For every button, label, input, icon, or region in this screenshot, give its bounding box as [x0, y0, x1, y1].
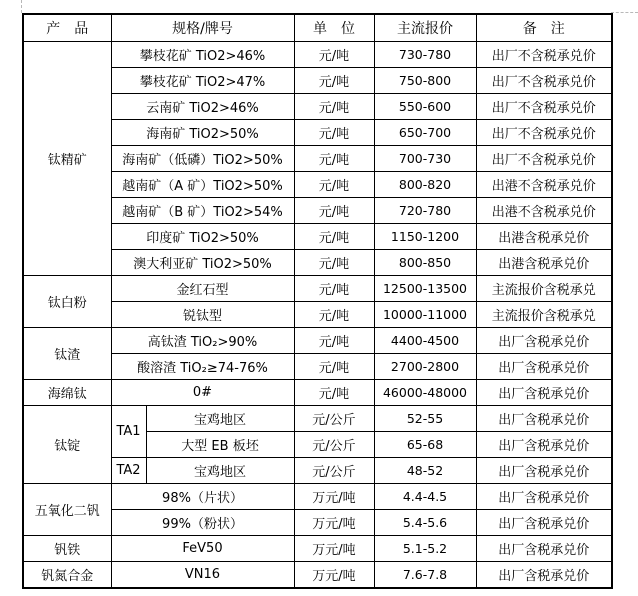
unit-cell: 元/吨 — [294, 354, 374, 380]
remark-cell: 出厂不含税承兑价 — [476, 94, 612, 120]
remark-cell: 出厂含税承兑价 — [476, 380, 612, 406]
spec-cell: FeV50 — [111, 536, 294, 562]
price-cell: 5.1-5.2 — [374, 536, 476, 562]
remark-cell: 出厂含税承兑价 — [476, 432, 612, 458]
spec-cell: 海南矿 TiO2>50% — [111, 120, 294, 146]
table-row — [23, 68, 612, 94]
spec-cell: 越南矿（B 矿）TiO2>54% — [111, 198, 294, 224]
remark-cell: 出港不含税承兑价 — [476, 172, 612, 198]
spec-cell: 金红石型 — [111, 276, 294, 302]
spec-cell: 锐钛型 — [111, 302, 294, 328]
spec-cell: VN16 — [111, 562, 294, 589]
unit-cell: 元/吨 — [294, 198, 374, 224]
remark-cell: 出港不含税承兑价 — [476, 198, 612, 224]
spec-cell: 大型 EB 板坯 — [146, 432, 294, 458]
remark-cell: 出厂不含税承兑价 — [476, 146, 612, 172]
price-cell: 2700-2800 — [374, 354, 476, 380]
product-cell: 钛精矿 — [23, 42, 111, 276]
unit-cell: 元/吨 — [294, 42, 374, 68]
remark-cell: 出厂含税承兑价 — [476, 484, 612, 510]
unit-cell: 元/公斤 — [294, 406, 374, 432]
table-row — [23, 328, 612, 354]
table-row — [23, 562, 612, 589]
table-row — [23, 302, 612, 328]
price-cell: 65-68 — [374, 432, 476, 458]
price-cell: 1150-1200 — [374, 224, 476, 250]
col-header-unit: 单 位 — [294, 14, 374, 42]
table-row — [23, 172, 612, 198]
price-cell: 800-850 — [374, 250, 476, 276]
remark-cell: 出厂不含税承兑价 — [476, 42, 612, 68]
remark-cell: 出厂含税承兑价 — [476, 562, 612, 589]
table-header-row — [23, 14, 612, 42]
price-cell: 700-730 — [374, 146, 476, 172]
col-header-remark: 备 注 — [476, 14, 612, 42]
grade-cell: TA2 — [111, 458, 146, 484]
unit-cell: 万元/吨 — [294, 484, 374, 510]
unit-cell: 万元/吨 — [294, 536, 374, 562]
page-break-mark-vertical — [21, 0, 22, 13]
price-cell: 4400-4500 — [374, 328, 476, 354]
remark-cell: 出厂含税承兑价 — [476, 536, 612, 562]
table-row — [23, 198, 612, 224]
col-header-price: 主流报价 — [374, 14, 476, 42]
col-header-spec: 规格/牌号 — [111, 14, 294, 42]
table-row — [23, 354, 612, 380]
table-row — [23, 380, 612, 406]
spec-cell: 酸溶渣 TiO₂≥74-76% — [111, 354, 294, 380]
remark-cell: 出厂含税承兑价 — [476, 406, 612, 432]
spec-cell: 宝鸡地区 — [146, 406, 294, 432]
spec-cell: 海南矿（低磷）TiO2>50% — [111, 146, 294, 172]
unit-cell: 万元/吨 — [294, 562, 374, 589]
remark-cell: 出厂不含税承兑价 — [476, 120, 612, 146]
spec-cell: 云南矿 TiO2>46% — [111, 94, 294, 120]
product-cell: 钒氮合金 — [23, 562, 111, 589]
table-row — [23, 458, 612, 484]
product-cell: 海绵钛 — [23, 380, 111, 406]
product-cell: 钒铁 — [23, 536, 111, 562]
table-row — [23, 250, 612, 276]
spec-cell: 印度矿 TiO2>50% — [111, 224, 294, 250]
price-cell: 12500-13500 — [374, 276, 476, 302]
price-cell: 730-780 — [374, 42, 476, 68]
table-row — [23, 484, 612, 510]
unit-cell: 元/吨 — [294, 146, 374, 172]
page-break-mark-horizontal — [611, 12, 638, 13]
spec-cell: 99%（粉状） — [111, 510, 294, 536]
unit-cell: 元/吨 — [294, 250, 374, 276]
product-cell: 五氧化二钒 — [23, 484, 111, 536]
unit-cell: 元/吨 — [294, 172, 374, 198]
table-row — [23, 94, 612, 120]
remark-cell: 出厂含税承兑价 — [476, 354, 612, 380]
unit-cell: 元/吨 — [294, 94, 374, 120]
price-cell: 4.4-4.5 — [374, 484, 476, 510]
product-cell: 钛锭 — [23, 406, 111, 484]
table-row — [23, 276, 612, 302]
price-cell: 720-780 — [374, 198, 476, 224]
product-cell: 钛白粉 — [23, 276, 111, 328]
table-row — [23, 406, 612, 432]
remark-cell: 主流报价含税承兑 — [476, 276, 612, 302]
price-cell: 52-55 — [374, 406, 476, 432]
spec-cell: 高钛渣 TiO₂>90% — [111, 328, 294, 354]
remark-cell: 出厂含税承兑价 — [476, 328, 612, 354]
remark-cell: 出厂含税承兑价 — [476, 510, 612, 536]
price-cell: 48-52 — [374, 458, 476, 484]
unit-cell: 元/吨 — [294, 68, 374, 94]
spec-cell: 0# — [111, 380, 294, 406]
price-cell: 10000-11000 — [374, 302, 476, 328]
col-header-product: 产 品 — [23, 14, 111, 42]
price-table — [22, 13, 613, 589]
price-cell: 650-700 — [374, 120, 476, 146]
spec-cell: 越南矿（A 矿）TiO2>50% — [111, 172, 294, 198]
remark-cell: 出港含税承兑价 — [476, 224, 612, 250]
spec-cell: 攀枝花矿 TiO2>47% — [111, 68, 294, 94]
unit-cell: 元/吨 — [294, 302, 374, 328]
price-cell: 7.6-7.8 — [374, 562, 476, 589]
unit-cell: 元/吨 — [294, 120, 374, 146]
unit-cell: 元/公斤 — [294, 458, 374, 484]
grade-cell: TA1 — [111, 406, 146, 458]
price-cell: 5.4-5.6 — [374, 510, 476, 536]
table-row — [23, 146, 612, 172]
unit-cell: 元/吨 — [294, 328, 374, 354]
table-row — [23, 42, 612, 68]
unit-cell: 元/吨 — [294, 224, 374, 250]
price-cell: 46000-48000 — [374, 380, 476, 406]
spec-cell: 澳大利亚矿 TiO2>50% — [111, 250, 294, 276]
price-cell: 550-600 — [374, 94, 476, 120]
remark-cell: 出港含税承兑价 — [476, 250, 612, 276]
spec-cell: 攀枝花矿 TiO2>46% — [111, 42, 294, 68]
table-row — [23, 536, 612, 562]
remark-cell: 出厂不含税承兑价 — [476, 68, 612, 94]
table-row — [23, 224, 612, 250]
price-cell: 800-820 — [374, 172, 476, 198]
remark-cell: 出厂含税承兑价 — [476, 458, 612, 484]
table-row — [23, 510, 612, 536]
unit-cell: 元/公斤 — [294, 432, 374, 458]
product-cell: 钛渣 — [23, 328, 111, 380]
unit-cell: 元/吨 — [294, 276, 374, 302]
spec-cell: 宝鸡地区 — [146, 458, 294, 484]
price-cell: 750-800 — [374, 68, 476, 94]
unit-cell: 元/吨 — [294, 380, 374, 406]
spec-cell: 98%（片状） — [111, 484, 294, 510]
table-row — [23, 120, 612, 146]
remark-cell: 主流报价含税承兑 — [476, 302, 612, 328]
unit-cell: 万元/吨 — [294, 510, 374, 536]
